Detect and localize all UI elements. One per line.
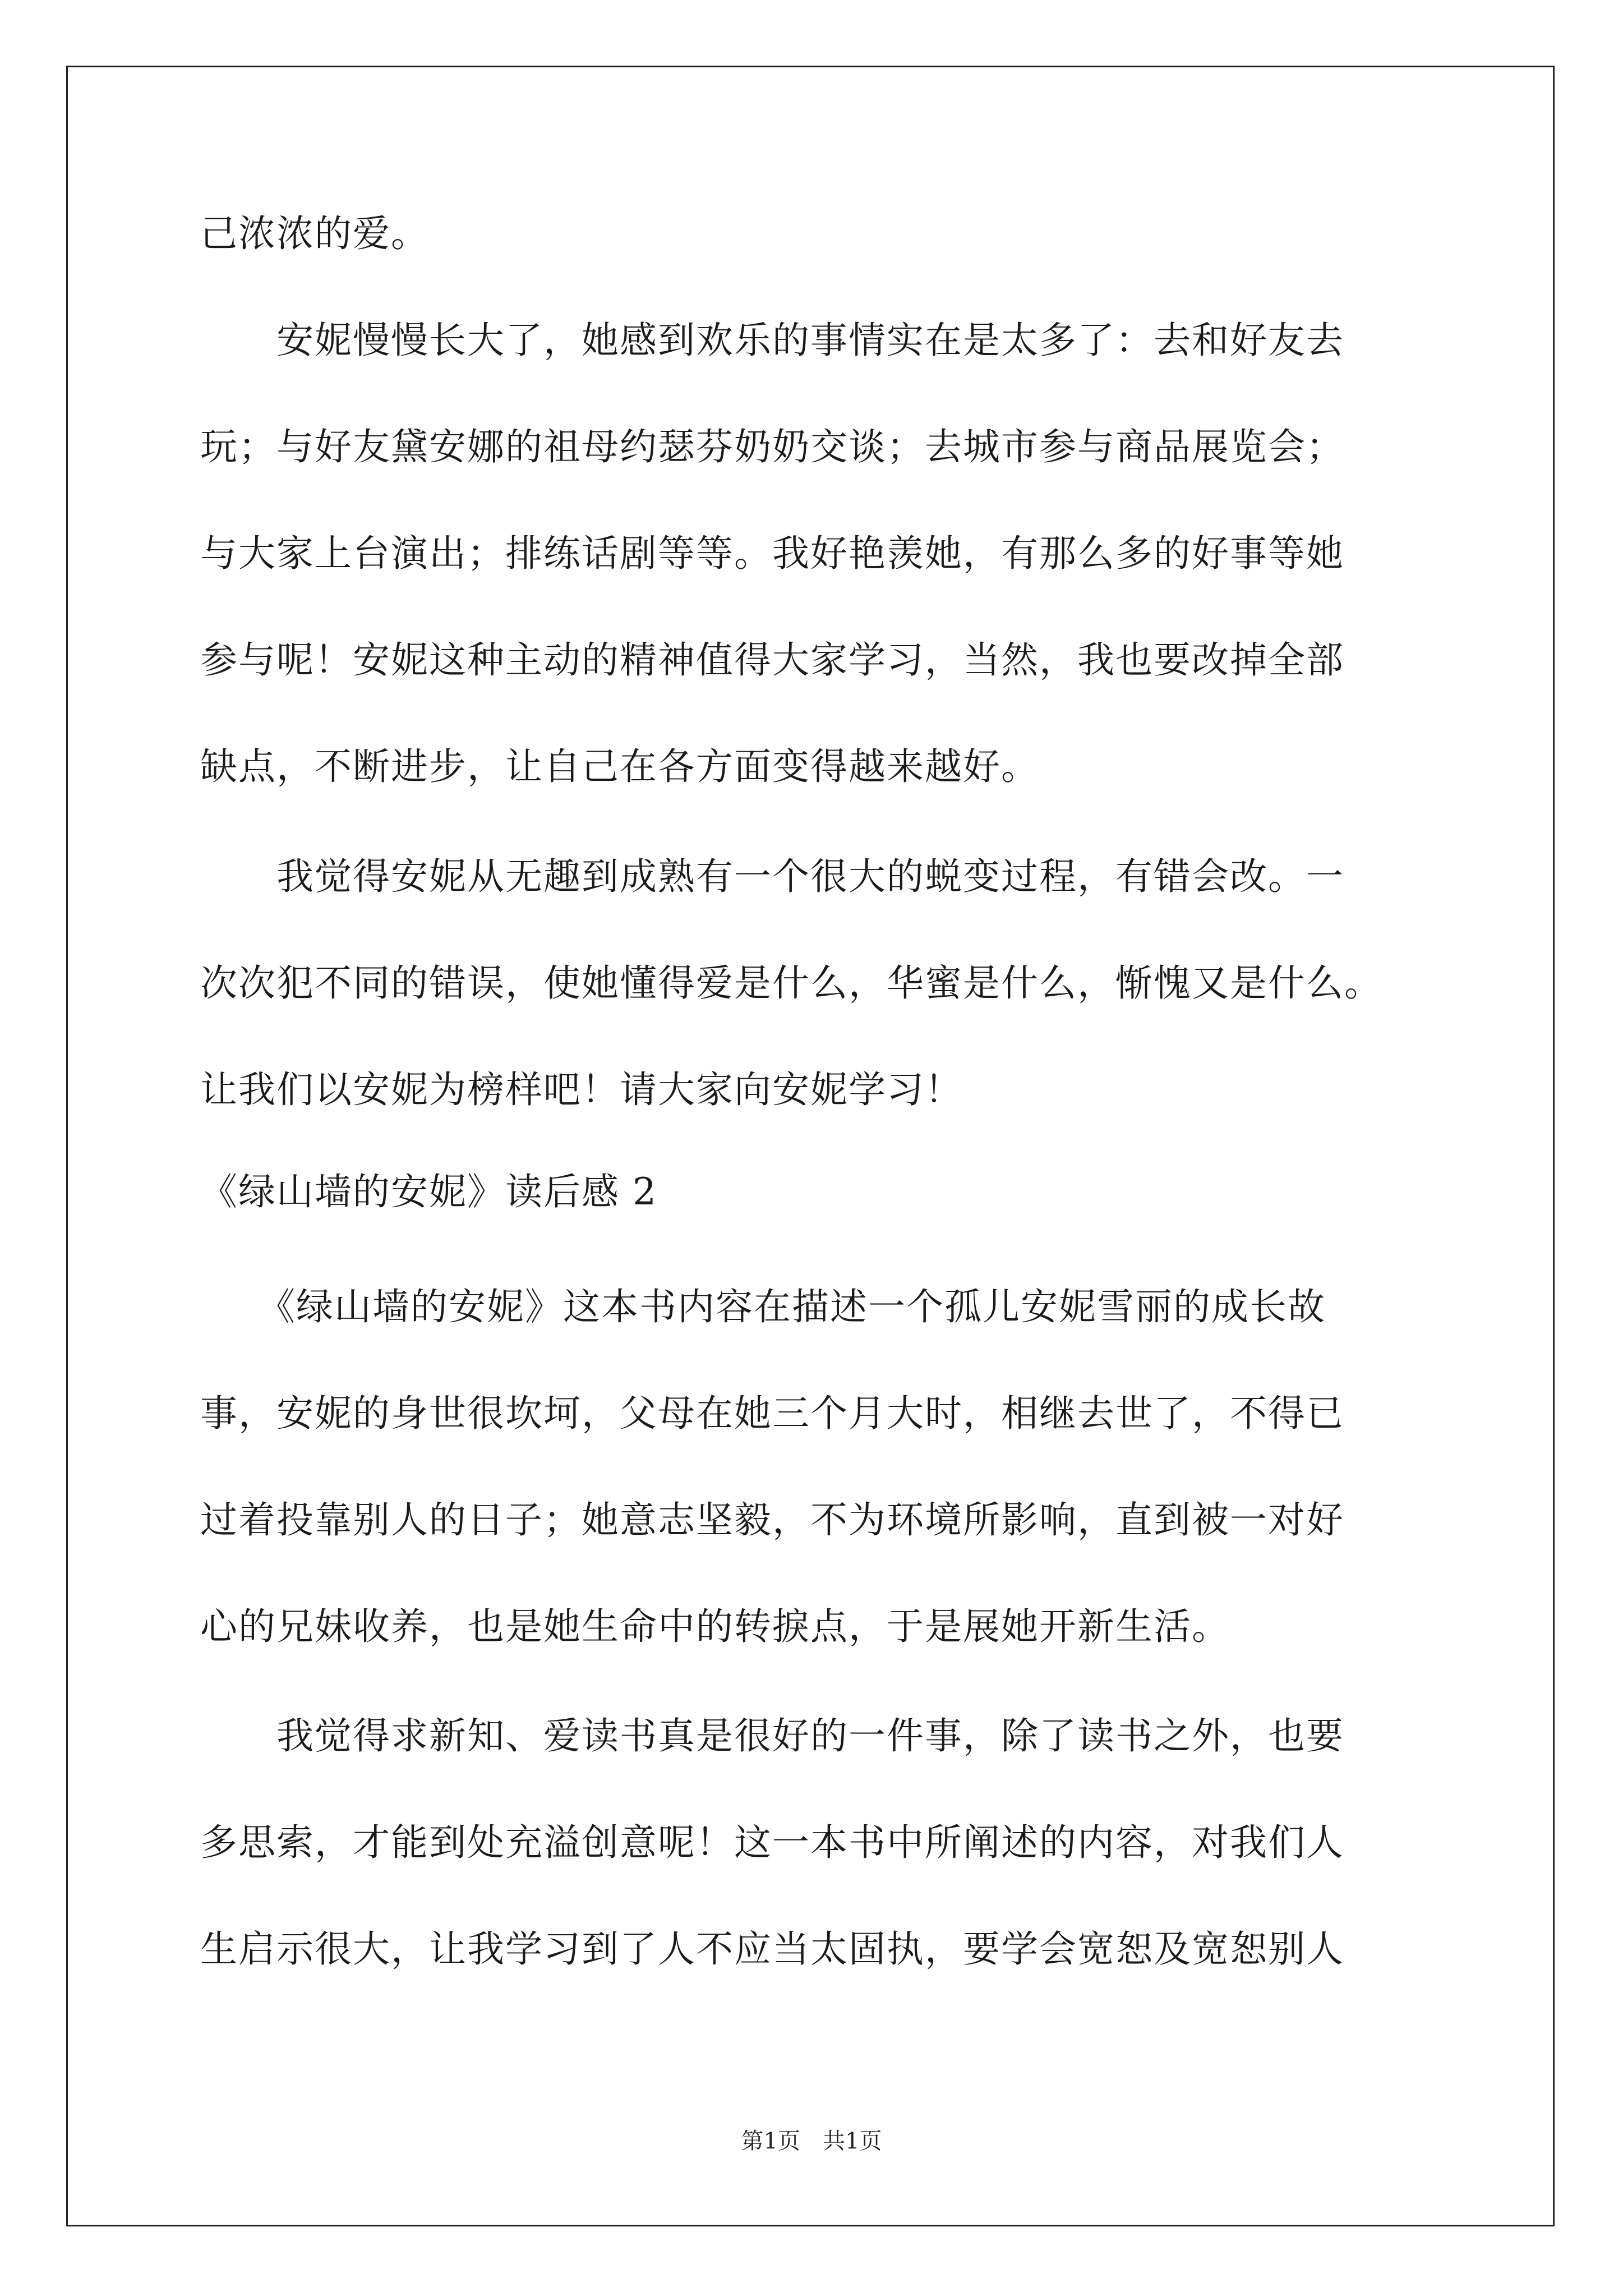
text-line: 参与呢！安妮这种主动的精神值得大家学习，当然，我也要改掉全部 [200,638,1344,682]
page-footer: 第1页 共1页 [741,2128,882,2154]
text-line: 缺点，不断进步，让自己在各方面变得越来越好。 [200,745,1039,788]
text-line: 多思索，才能到处充溢创意呢！这一本书中所阐述的内容，对我们人 [200,1821,1344,1864]
text-line: 安妮慢慢长大了，她感到欢乐的事情实在是太多了：去和好友去 [200,319,1344,362]
section-heading: 《绿山墙的安妮》读后感 2 [200,1170,657,1213]
text-line: 与大家上台演出；排练话剧等等。我好艳羡她，有那么多的好事等她 [200,532,1344,575]
text-line: 过着投靠别人的日子；她意志坚毅，不为环境所影响，直到被一对好 [200,1498,1344,1542]
text-line: 让我们以安妮为榜样吧！请大家向安妮学习！ [200,1068,963,1111]
text-line: 玩；与好友黛安娜的祖母约瑟芬奶奶交谈；去城市参与商品展览会； [200,425,1344,468]
text-line: 己浓浓的爱。 [200,212,429,255]
text-line: 次次犯不同的错误，使她懂得爱是什么，华蜜是什么，惭愧又是什么。 [200,961,1382,1005]
text-line: 生启示很大，让我学习到了人不应当太固执，要学会宽恕及宽恕别人 [200,1927,1344,1971]
text-line: 我觉得求新知、爱读书真是很好的一件事，除了读书之外，也要 [200,1714,1344,1757]
text-line: 心的兄妹收养，也是她生命中的转捩点，于是展她开新生活。 [200,1605,1230,1648]
text-line: 事，安妮的身世很坎坷，父母在她三个月大时，相继去世了，不得已 [200,1392,1344,1435]
text-line: 《绿山墙的安妮》这本书内容在描述一个孤儿安妮雪丽的成长故 [200,1285,1326,1328]
page-border [66,66,1555,2226]
text-line: 我觉得安妮从无趣到成熟有一个很大的蜕变过程，有错会改。一 [200,855,1344,898]
